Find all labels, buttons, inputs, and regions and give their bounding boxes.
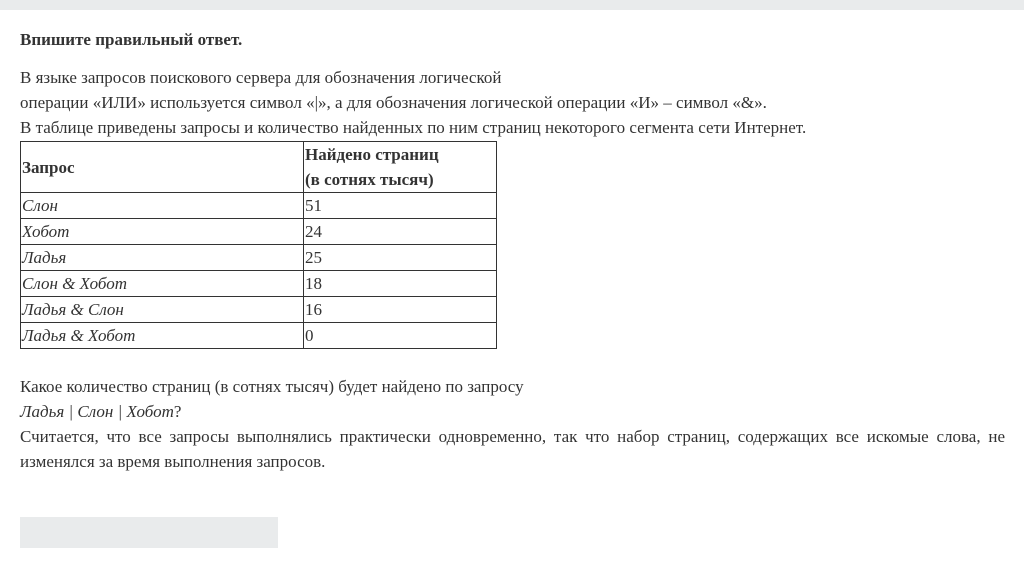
- row-pages: 24: [304, 219, 497, 245]
- row-query: Ладья & Хобот: [21, 323, 304, 349]
- table-header-row: [21, 142, 497, 193]
- task-intro: [20, 65, 1005, 140]
- query-results-table: [20, 141, 497, 349]
- table-row: [21, 219, 497, 245]
- header-pages: [304, 142, 497, 193]
- row-query: Ладья & Слон: [21, 297, 304, 323]
- header-pages-line-1: Найдено страниц: [305, 145, 439, 164]
- row-query: Ладья: [21, 245, 304, 271]
- question-query-line: [20, 399, 1005, 424]
- row-query: Слон: [21, 193, 304, 219]
- row-pages: 51: [304, 193, 497, 219]
- row-pages: 18: [304, 271, 497, 297]
- intro-line-2: операции «ИЛИ» используется символ «|», а для обозначения логической операции «И» – символ «&».: [20, 93, 767, 112]
- table-row: [21, 323, 497, 349]
- question-mark: ?: [173, 402, 182, 421]
- header-query: Запрос: [21, 142, 304, 193]
- task-instruction: Впишите правильный ответ.: [20, 30, 243, 49]
- question-line: Какое количество страниц (в сотнях тысяч) будет найдено по запросу: [20, 377, 524, 396]
- table-row: [21, 271, 497, 297]
- answer-input[interactable]: [20, 517, 278, 548]
- top-bar: [0, 0, 1024, 10]
- header-pages-line-2: (в сотнях тысяч): [305, 170, 434, 189]
- row-pages: 25: [304, 245, 497, 271]
- question-note: Считается, что все запросы выполнялись практически одновременно, так что набор страниц, содержащих все искомые слова, не изменялся за время выполнения запросов.: [20, 427, 1005, 471]
- task-content: [20, 27, 1005, 474]
- table-row: [21, 297, 497, 323]
- table-row: [21, 193, 497, 219]
- row-query: Хобот: [21, 219, 304, 245]
- intro-line-3: В таблице приведены запросы и количество найденных по ним страниц некоторого сегмента сети Интернет.: [20, 118, 807, 137]
- intro-line-1: В языке запросов поискового сервера для обозначения логической: [20, 68, 502, 87]
- table-row: [21, 245, 497, 271]
- task-question: [20, 374, 1005, 474]
- question-query: Ладья | Слон | Хобот: [20, 402, 174, 421]
- row-pages: 16: [304, 297, 497, 323]
- row-pages: 0: [304, 323, 497, 349]
- row-query: Слон & Хобот: [21, 271, 304, 297]
